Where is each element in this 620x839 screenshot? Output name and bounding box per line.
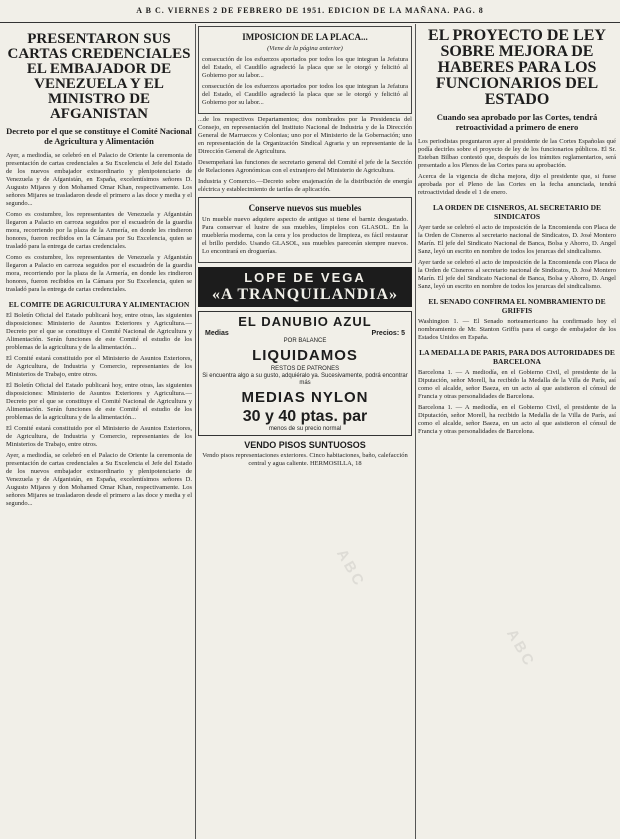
column-rule bbox=[195, 24, 196, 839]
ad-flats-text: Vendo pisos representaciones exteriores. Cinco habitaciones, baño, calefacción central y agua caliente. HERMOSILLA, 18 bbox=[202, 452, 408, 467]
headline-embassy: PRESENTARON SUS CARTAS CREDENCIALES EL EMBAJADOR DE VENEZUELA Y EL MINISTRO DE AFGANISTAN bbox=[7, 31, 191, 122]
article-text: El Comité estará constituido por el Ministerio de Asuntos Exteriores, de Agricultura, de Industria y Comercio, representantes de los Ministerios de Trabajo, entre otros. bbox=[6, 425, 192, 448]
section-heading: LA MEDALLA DE PARIS, PARA DOS AUTORIDADES DE BARCELONA bbox=[419, 348, 615, 366]
page-header: A B C. VIERNES 2 DE FEBRERO DE 1951. EDICION DE LA MAÑANA. PAG. 8 bbox=[0, 0, 620, 23]
ad-store-right: Precios: 5 bbox=[371, 330, 405, 337]
article-text: Los periodistas preguntaron ayer al presidente de las Cortes Españolas qué podía decirles sobre el proyecto de ley de los funcionarios públicos. El Sr. Esteban Bilbao contestó que, después de los trámites reglamentarios, será presentado a los Plenos de las Cortes para su aprobación. bbox=[418, 138, 616, 169]
box-subtitle: (Viene de la página anterior) bbox=[267, 45, 343, 52]
article-text: Barcelona 1. — A mediodía, en el Gobierno Civil, el presidente de la Diputación, señor Morell, ha recibido la Medalla de la Villa de París, así como el alcalde, señor Baeza, en un acto al que asistieron el cónsul de Francia y otras personalidades de Barcelona. bbox=[418, 369, 616, 400]
continued-box bbox=[198, 26, 412, 114]
column-left bbox=[6, 24, 192, 839]
subhead-salaries: Cuando sea aprobado por las Cortes, tendrá retroactividad a primero de enero bbox=[436, 112, 598, 132]
ad-store-line1: POR BALANCE bbox=[283, 338, 327, 344]
article-text: Washington 1. — El Senado norteamericano ha confirmado hoy el nombramiento de Mr. Stanton Griffis para el cargo de embajador de los Estados Unidos en España. bbox=[418, 318, 616, 341]
ad-store bbox=[198, 311, 412, 436]
box-text: consecución de los esfuerzos aportados por todos los que integran la Jefatura del Estado, el Caudillo agradeció la placa que se le otorgó y felicitó al Gobierno por su labor... bbox=[202, 83, 408, 106]
ad-store-price: 30 y 40 ptas. par bbox=[242, 408, 368, 425]
column-right bbox=[418, 24, 616, 839]
headline-salaries: EL PROYECTO DE LEY SOBRE MEJORA DE HABERES PARA LOS FUNCIONARIOS DEL ESTADO bbox=[428, 27, 606, 108]
ad-store-name: EL DANUBIO AZUL bbox=[238, 314, 372, 329]
article-text: El Boletín Oficial del Estado publicará hoy, entre otras, las siguientes disposiciones: Ministerio de Asuntos Exteriores y Agricultura.—Decreto por el que se constituye el Comité Nacional de Agricultura y Alimentación. Serán funciones de este Comité el estudio de los problemas de la agricultura y de la alimentación... bbox=[6, 382, 192, 421]
ad-furniture-title: Conserve nuevos sus muebles bbox=[248, 203, 362, 213]
ad-theatre-name: LOPE DE VEGA bbox=[244, 270, 366, 285]
ad-theatre-play: «A TRANQUILANDIA» bbox=[211, 286, 399, 303]
ad-store-line2: RESTOS DE PATRONES bbox=[270, 366, 340, 372]
article-text: Industria y Comercio.—Decreto sobre enajenación de la distribución de energía eléctrica y establecimiento de tarifas de aplicación. bbox=[198, 178, 412, 193]
section-heading: EL SENADO CONFIRMA EL NOMBRAMIENTO DE GRIFFIS bbox=[428, 297, 606, 315]
article-text: ...de los respectivos Departamentos; dos nombrados por la Presidencia del Consejo, en representación del Instituto Nacional de Industria y de la Dirección General de Marruecos y Colonias; uno por el Ministerio de la Gobernación; uno en representación de la Organización Sindical Agraria y un representante de la Dirección General de Agricultura. bbox=[198, 116, 412, 155]
article-text: Acerca de la vigencia de dicha mejora, dijo el presidente que, si fuese aprobada por el Pleno de las Cortes en la fecha anunciada, tendrá retroactividad desde el 1 de enero. bbox=[418, 173, 616, 196]
section-heading: LA ORDEN DE CISNEROS, AL SECRETARIO DE SINDICATOS bbox=[432, 203, 602, 221]
library-watermark: ABC bbox=[333, 546, 369, 591]
article-text: Ayer, a mediodía, se celebró en el Palacio de Oriente la ceremonia de presentación de cartas credenciales a Su Excelencia el Jefe del Estado de los nuevos embajador extraordinario y plenipotenciario de Venezuela y de Afganistán, en España, excelentísimos señores D. Augusto Mijares y don Mohamed Omar Khan, respectivamente. Los señores Mijares se trasladaron desde el primero a las doce y media y el segundo... bbox=[6, 152, 192, 207]
article-text: Como es costumbre, los representantes de Venezuela y Afganistán llegaron a Palacio en carroza seguidos por el escuadrón de la guardia mora, recorriendo por la plaza de la Armería, en donde les rindieron honores, fueron recibidos en la Cámara por Su Excelencia, quien se trasladó para la entrega de cartas credenciales. bbox=[6, 211, 192, 250]
article-text: El Boletín Oficial del Estado publicará hoy, entre otras, las siguientes disposiciones: Ministerio de Asuntos Exteriores y Agricultura.—Decreto por el que se constituye el Comité Nacional de Agricultura y Alimentación. Serán funciones de este Comité el estudio de los problemas de la agricultura y de la alimentación... bbox=[6, 312, 192, 351]
ad-store-big1: LIQUIDAMOS bbox=[252, 347, 358, 364]
ad-furniture-text: Un mueble nuevo adquiere aspecto de antiguo si tiene el barniz desgastado. Para conservar el lustre de sus muebles, límpielos con GLASOL. En la mueblería moderna, con la cera y los productos de limpieza, es fácil restaurar el brillo perdido. Usando GLASOL, sus muebles parecerán siempre nuevos. Lo encontrará en droguerías. bbox=[202, 216, 408, 255]
ad-store-left: Medias bbox=[205, 330, 229, 337]
section-heading: EL COMITE DE AGRICULTURA Y ALIMENTACION bbox=[8, 300, 190, 309]
column-middle bbox=[198, 24, 412, 839]
ad-store-big2: MEDIAS NYLON bbox=[241, 389, 369, 406]
box-text: consecución de los esfuerzos aportados por todos los que integran la Jefatura del Estado, el Caudillo agradeció la placa que se le otorgó y felicitó al Gobierno por su labor... bbox=[202, 56, 408, 79]
article-text: Barcelona 1. — A mediodía, en el Gobierno Civil, el presidente de la Diputación, señor Morell, ha recibido la Medalla de la Villa de París, así como el alcalde, señor Baeza, en un acto al que asistieron el cónsul de Francia y otras personalidades de Barcelona. bbox=[418, 404, 616, 435]
subhead-committee: Decreto por el que se constituye el Comité Nacional de Agricultura y Alimentación bbox=[6, 126, 192, 146]
ad-store-line3: Si encuentra algo a su gusto, adquiéralo ya. Sucesivamente, podrá encontrar más bbox=[202, 373, 408, 386]
ad-flats-title: VENDO PISOS SUNTUOSOS bbox=[244, 440, 366, 450]
ad-store-note: menos de su precio normal bbox=[268, 426, 342, 432]
article-text: Como es costumbre, los representantes de Venezuela y Afganistán llegaron a Palacio en carroza seguidos por el escuadrón de la guardia mora, recorriendo por la plaza de la Armería, en donde les rindieron honores, fueron recibidos en la Cámara por Su Excelencia, quien se trasladó para la entrega de cartas credenciales. bbox=[6, 254, 192, 293]
library-watermark: ABC bbox=[503, 626, 539, 671]
ad-store-row bbox=[205, 330, 405, 337]
article-text: Ayer tarde se celebró el acto de imposición de la Encomienda con Placa de la Orden de Cisneros al secretario nacional de Sindicatos, D. José Montero Marín. El jefe del Sindicato Nacional de Banca, Bolsa y Ahorro, D. Angel Sanz, leyó un escrito en nombre de todos los jerarcas del sindicalismo. bbox=[418, 259, 616, 290]
article-text: El Comité estará constituido por el Ministerio de Asuntos Exteriores, de Agricultura, de Industria y Comercio, representantes de los Ministerios de Trabajo, entre otros. bbox=[6, 355, 192, 378]
column-rule bbox=[415, 24, 416, 839]
article-text: Desempeñará las funciones de secretario general del Comité el jefe de la Sección de Relaciones Agronómicas con el extranjero del Ministerio de Agricultura. bbox=[198, 159, 412, 174]
article-text: Ayer tarde se celebró el acto de imposición de la Encomienda con Placa de la Orden de Cisneros al secretario nacional de Sindicatos, D. José Montero Marín. El jefe del Sindicato Nacional de Banca, Bolsa y Ahorro, D. Angel Sanz, leyó un escrito en nombre de todos los jerarcas del sindicalismo. bbox=[418, 224, 616, 255]
ad-furniture bbox=[198, 197, 412, 263]
box-title: IMPOSICION DE LA PLACA... bbox=[242, 32, 368, 42]
article-text: Ayer, a mediodía, se celebró en el Palacio de Oriente la ceremonia de presentación de cartas credenciales a Su Excelencia el Jefe del Estado de los nuevos embajador extraordinario y plenipotenciario de Venezuela y de Afganistán, en España, excelentísimos señores D. Augusto Mijares y don Mohamed Omar Khan, respectivamente. Los señores Mijares se trasladaron desde el primero a las doce y media y el segundo... bbox=[6, 452, 192, 507]
ad-theatre bbox=[198, 267, 412, 307]
